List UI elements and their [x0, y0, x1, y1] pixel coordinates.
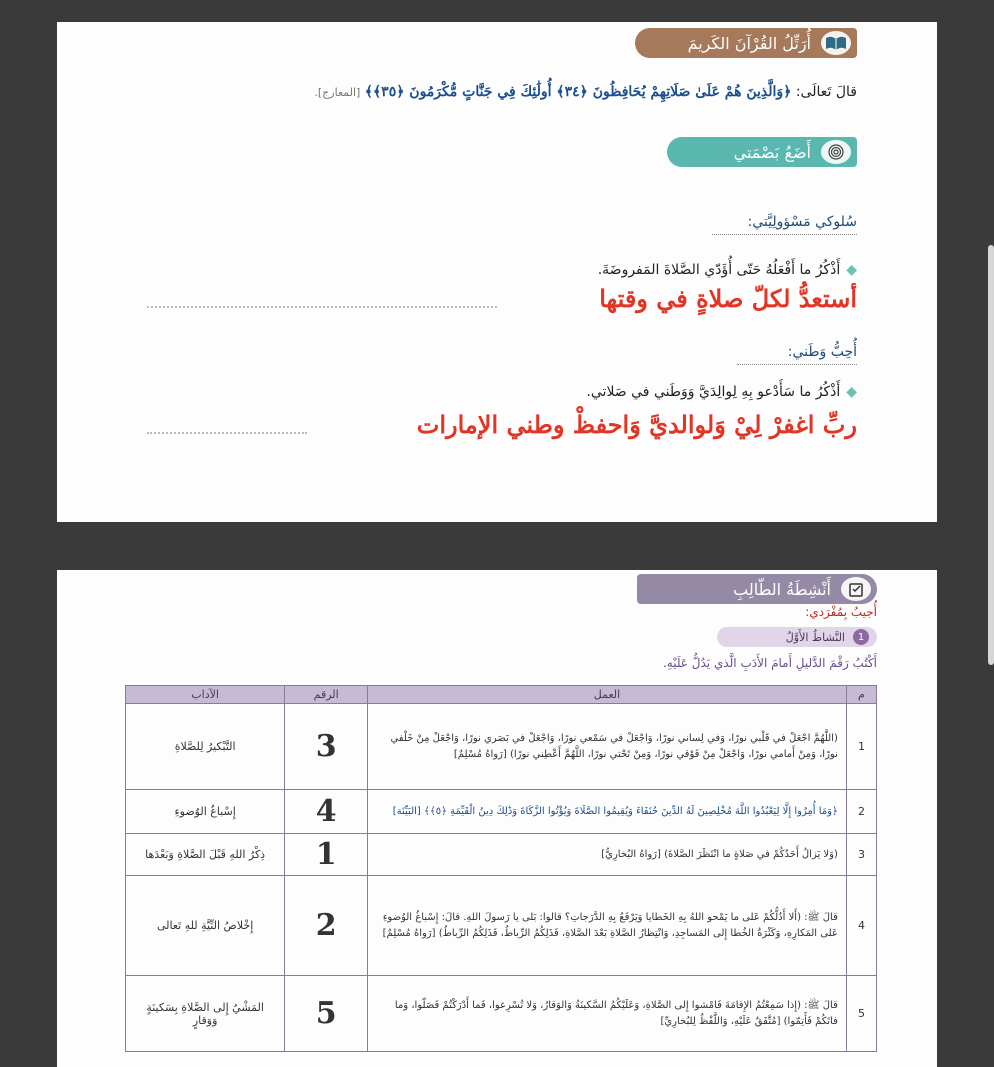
section2-heading: أُحِبُّ وَطَني: — [737, 344, 857, 365]
worksheet-page-2 — [57, 570, 937, 1067]
section1-prompt — [477, 262, 857, 278]
activity-pill — [717, 627, 877, 647]
row-index: 5 — [846, 976, 876, 1052]
table-row — [126, 876, 877, 976]
bullet-icon: ◆ — [846, 262, 857, 278]
table-row — [126, 704, 877, 790]
activity-label: النَّشاطُ الأَوَّلُ — [785, 630, 845, 644]
verse-text: ﴿وَالَّذِينَ هُمْ عَلَىٰ صَلَاتِهِمْ يُحَافِظُونَ ﴿٣٤﴾ أُولَٰئِكَ فِي جَنَّاتٍ مُّكْرَمُونَ ﴿٣٥﴾﴾ — [364, 84, 792, 100]
instruction: أَكْتُبُ رَقْمَ الدَّليلِ أَمامَ الأَدَبِ الَّذي يَدُلُّ عَلَيْهِ. — [662, 656, 877, 670]
activities-banner — [637, 574, 877, 604]
worksheet-page-1 — [57, 22, 937, 522]
adab-table — [125, 685, 877, 1052]
bullet-icon: ◆ — [846, 384, 857, 400]
row-index: 1 — [846, 704, 876, 790]
quran-book-icon — [821, 31, 851, 55]
verse-intro: قالَ تَعالَى: — [795, 84, 857, 100]
section2-prompt — [477, 384, 857, 400]
table-row — [126, 834, 877, 876]
col-idx: م — [846, 686, 876, 704]
col-work: العمل — [368, 686, 847, 704]
row-work: (اللَّهُمَّ اجْعَلْ في قَلْبي نورًا، وَفي لِساني نورًا، وَاجْعَلْ في سَمْعي نورًا، وَاجْعَلْ في بَصَري نورًا، وَاجْعَلْ مِنْ خَلْفي نورًا، وَمِنْ أَمامي نورًا، وَاجْعَلْ مِنْ فَوْقي نورًا، وَمِنْ تَحْتي نورًا، اللَّهُمَّ أَعْطِني نورًا) [رَواهُ مُسْلِمٌ] — [368, 704, 847, 790]
col-number: الرقم — [285, 686, 368, 704]
quran-banner-label: أُرَتِّلُ القُرْآنَ الكَريمَ — [687, 33, 811, 53]
row-work: ﴿وَمَا أُمِرُوا إِلَّا لِيَعْبُدُوا اللَّهَ مُخْلِصِينَ لَهُ الدِّينَ حُنَفَاءَ وَيُقِيمُوا الصَّلَاةَ وَيُؤْتُوا الزَّكَاةَ وَذَٰلِكَ دِينُ الْقَيِّمَةِ ﴿٥﴾﴾ [البَيِّنَة] — [368, 790, 847, 834]
quran-banner — [635, 28, 857, 58]
row-work: قالَ ﷺ: (أَلا أَدُلُّكُمْ عَلى ما يَمْحو اللهُ بِهِ الخَطايا وَيَرْفَعُ بِهِ الدَّرَجاتِ؟ قالوا: بَلى يا رَسولَ اللهِ. قالَ: إِسْباغُ الوُضوءِ عَلى المَكارِهِ، وَكَثْرَةُ الخُطا إِلى المَساجِدِ، وَانْتِظارُ الصَّلاةِ بَعْدَ الصَّلاةِ، فَذَلِكُمُ الرِّباطُ، فَذَلِكُمُ الرِّباطُ) [رَواهُ مُسْلِمٌ] — [368, 876, 847, 976]
section1-prompt-text: أَذْكُرُ ما أَفْعَلُهُ حَتّى أُؤَدّي الصَّلاةَ المَفروضَةَ. — [597, 262, 841, 278]
row-number-answer[interactable]: 5 — [285, 976, 368, 1052]
section2-prompt-text: أَذْكُرُ ما سَأَدْعو بِهِ لِوالِدَيَّ وَوَطَني في صَلاتي. — [586, 384, 841, 400]
verse-line — [237, 84, 857, 100]
activity-icon — [841, 577, 871, 601]
verse-reference: [المعارج]. — [314, 86, 361, 99]
row-adab: إِسْباغُ الوُضوءِ — [126, 790, 285, 834]
activities-banner-label: أَنْشِطَةُ الطّالِبِ — [733, 579, 831, 599]
answer-line-1 — [147, 306, 497, 308]
section1-heading: سُلوكي مَسْؤولِيَّتي: — [712, 214, 857, 235]
col-adab: الآداب — [126, 686, 285, 704]
scrollbar[interactable] — [988, 245, 994, 665]
fingerprint-banner-label: أَضَعُ بَصْمَتي — [733, 142, 811, 162]
row-index: 4 — [846, 876, 876, 976]
row-adab: إِخْلاصُ النِّيَّةِ للهِ تَعالى — [126, 876, 285, 976]
row-work: قالَ ﷺ: (إِذا سَمِعْتُمُ الإِقامَةَ فَامْشوا إِلى الصَّلاةِ، وَعَلَيْكُمُ السَّكينَةُ وَالوَقارُ، وَلا تُسْرِعوا، فَما أَدْرَكْتُمْ فَصَلّوا، وَما فاتَكُمْ فَأَتِمّوا) [مُتَّفَقٌ عَلَيْهِ، وَاللَّفْظُ لِلبُخارِيِّ] — [368, 976, 847, 1052]
row-index: 2 — [846, 790, 876, 834]
row-adab: ذِكْرُ اللهِ قَبْلَ الصَّلاةِ وَبَعْدَها — [126, 834, 285, 876]
table-header-row — [126, 686, 877, 704]
row-number-answer[interactable]: 2 — [285, 876, 368, 976]
fingerprint-icon — [821, 140, 851, 164]
row-adab: المَشْيُ إِلى الصَّلاةِ بِسَكينَةٍ وَوَقارٍ — [126, 976, 285, 1052]
section2-answer: ربِّ اغفرْ لِيْ وَلوالديَّ وَاحفظْ وطني الإمارات — [416, 410, 857, 439]
row-work: (وَلا يَزالُ أَحَدُكُمْ في صَلاةٍ ما انْتَظَرَ الصَّلاةَ) [رَواهُ البُخارِيُّ] — [368, 834, 847, 876]
fingerprint-banner — [667, 137, 857, 167]
row-number-answer[interactable]: 4 — [285, 790, 368, 834]
row-index: 3 — [846, 834, 876, 876]
table-row — [126, 790, 877, 834]
section1-answer: أستعدُّ لكلّ صلاةٍ في وقتها — [599, 284, 857, 313]
row-number-answer[interactable]: 3 — [285, 704, 368, 790]
answer-line-2 — [147, 432, 307, 434]
row-adab: التَّبْكيرُ لِلصَّلاةِ — [126, 704, 285, 790]
activity-number: 1 — [853, 629, 869, 645]
individual-label: أُجيبُ بِمُفْرَدي: — [805, 605, 877, 619]
row-number-answer[interactable]: 1 — [285, 834, 368, 876]
table-row — [126, 976, 877, 1052]
